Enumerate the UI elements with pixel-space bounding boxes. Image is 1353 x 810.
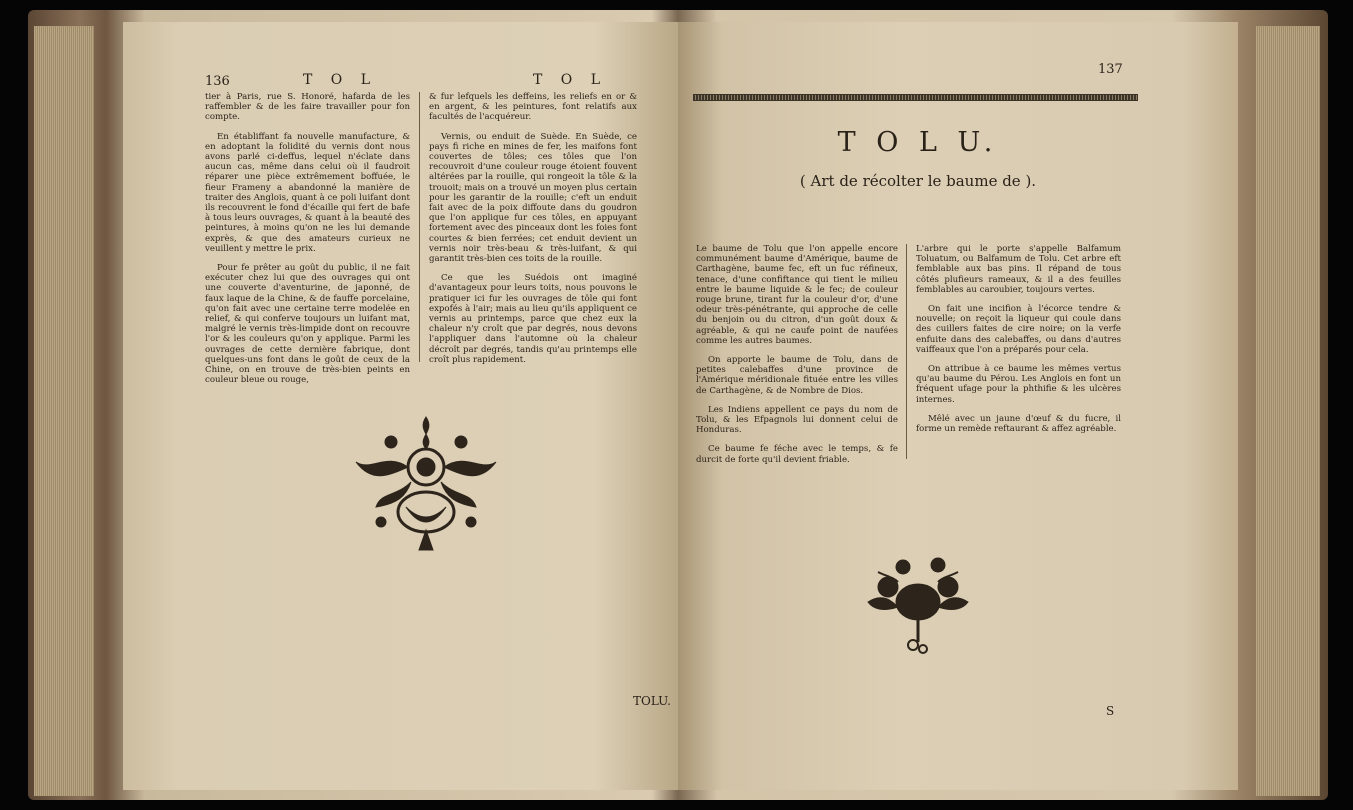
paragraph: Ce que les Suédois ont imaginé d'avantageux pour leurs toits, nous pouvons le pratiquer ici fur les ouvrages de tôle qui font expofés à l'air; mais au lieu qu'ils appliquent ce vernis au printemps, parce que chez eux la chaleur n'y croît que par degrés, nous devons l'appliquer dans l'automne où la chaleur décroît par degrés, tandis qu'au printemps elle croît plus rapidement.	[429, 273, 637, 365]
column-divider	[906, 244, 907, 459]
paragraph: Mêlé avec un jaune d'œuf & du fucre, il forme un remède reftaurant & affez agréable.	[916, 413, 1121, 435]
right-page	[678, 22, 1238, 790]
right-page-edges	[1256, 26, 1320, 796]
paragraph: En établiffant fa nouvelle manufacture, & en adoptant la folidité du vernis dont nous avons parlé ci-deffus, lequel n'éclate dans aucun cas, même dans celui où il faudroit réparer une pièce extrêmement boffuée, le fieur Frameny a abandonné la manière de traiter des Anglois, quant à ce poli luifant dont ils recouvrent le fond d'écaille qui fert de bafe à tous leurs ouvrages, & quant à la beauté des peintures, à moins qu'on ne les lui demande exprès, & que des amateurs curieux ne veuillent y mettre le prix.	[205, 131, 410, 254]
paragraph: Les Indiens appellent ce pays du nom de Tolu, & les Efpagnols lui donnent celui de Honduras.	[696, 404, 898, 436]
paragraph: Ce baume fe féche avec le temps, & fe durcit de forte qu'il devient friable.	[696, 444, 898, 465]
text-column-left	[205, 92, 410, 394]
paragraph: tier à Paris, rue S. Honoré, hafarda de les raffembler & de les faire travailler pour fon compte.	[205, 92, 410, 123]
paragraph: Pour fe prêter au goût du public, il ne fait exécuter chez lui que des ouvrages qui ont une couverte d'aventurine, de japonné, de faux laque de la Chine, & de fauffe porcelaine, qu'on fait avec une certaine terre modelée en relief, & qui conferve toujours un luifant mat, malgré le vernis très-limpide dont on recouvre l'or & les couleurs qu'on y applique. Parmi les ouvrages de cette dernière fabrique, dont quelques-uns font dans le goût de ceux de la Chine, on en trouve de très-bien peints en couleur bleue ou rouge,	[205, 263, 410, 386]
paragraph: On fait une incifion à l'écorce tendre & nouvelle; on reçoit la liqueur qui coule dans des cuillers faites de cire noire; on la verfe enfuite dans des calebaffes, ou dans d'autres vaiffeaux que l'on a préparés pour cela.	[916, 304, 1121, 355]
text-column-left	[696, 244, 898, 474]
page-number: 137	[1098, 62, 1123, 77]
running-head: T O L	[303, 72, 378, 88]
catchword: TOLU.	[633, 694, 671, 708]
paragraph: Le baume de Tolu que l'on appelle encore communément baume d'Amérique, baume de Carthagène, baume fec, eft un fuc réfineux, tenace, d'une confiftance qui tient le milieu entre le baume liquide & le fec; de couleur rouge brune, tirant fur la couleur d'or, d'une odeur très-pénétrante, qui approche de celle du benjoin ou du citron, d'un goût doux & agréable, & qui ne caufe point de naufées comme les autres baumes.	[696, 244, 898, 346]
text-column-right	[916, 244, 1121, 443]
signature-mark: S	[1106, 704, 1115, 718]
floral-vignette-icon	[351, 412, 501, 552]
column-divider	[419, 92, 420, 362]
paragraph: On apporte le baume de Tolu, dans de petites calebaffes d'une province de l'Amérique méridionale fituée entre les villes de Carthagène, & de Nombre de Dios.	[696, 355, 898, 396]
decorative-rule	[693, 94, 1138, 101]
paragraph: L'arbre qui le porte s'appelle Balfamum Toluatum, ou Balfamum de Tolu. Cet arbre eft femblable aux bas pins. Il répand de tous côtés plufieurs rameaux, & il a des feuilles femblables au caroubier, toujours vertes.	[916, 244, 1121, 295]
page-subtitle: ( Art de récolter le baume de ).	[799, 172, 1037, 190]
page-number: 136	[205, 74, 230, 89]
paragraph: On attribue à ce baume les mêmes vertus qu'au baume du Pérou. Les Anglois en font un fréquent ufage pour la phthifie & les ulcères internes.	[916, 364, 1121, 405]
paragraph: Vernis, ou enduit de Suède. En Suède, ce pays fi riche en mines de fer, les maifons font couvertes de tôles; ces tôles que l'on recouvroit d'une couleur rouge étoient fouvent altérées par la rouille, qui rongeoit la tôle & la trouoit; mais on a trouvé un moyen plus certain pour les garantir de la rouille; c'eft un enduit fait avec de la poix diffoute dans du goudron que l'on applique fur ces tôles, en appuyant fortement avec des pinceaux dont les foies font courtes & bien ferrées; cet enduit devient un vernis noir très-beau & très-luifant, & qui garantit très-bien ces toits de la rouille.	[429, 131, 637, 265]
running-head: T O L	[533, 72, 608, 88]
left-page	[123, 22, 678, 790]
page-title: T O L U.	[837, 127, 999, 158]
paragraph: & fur lefquels les deffeins, les reliefs en or & en argent, & les peintures, font relatifs aux facultés de l'acquéreur.	[429, 92, 637, 123]
open-book	[28, 10, 1328, 800]
left-page-edges	[34, 26, 94, 796]
bouquet-vignette-icon	[858, 547, 978, 657]
text-column-right	[429, 92, 637, 374]
